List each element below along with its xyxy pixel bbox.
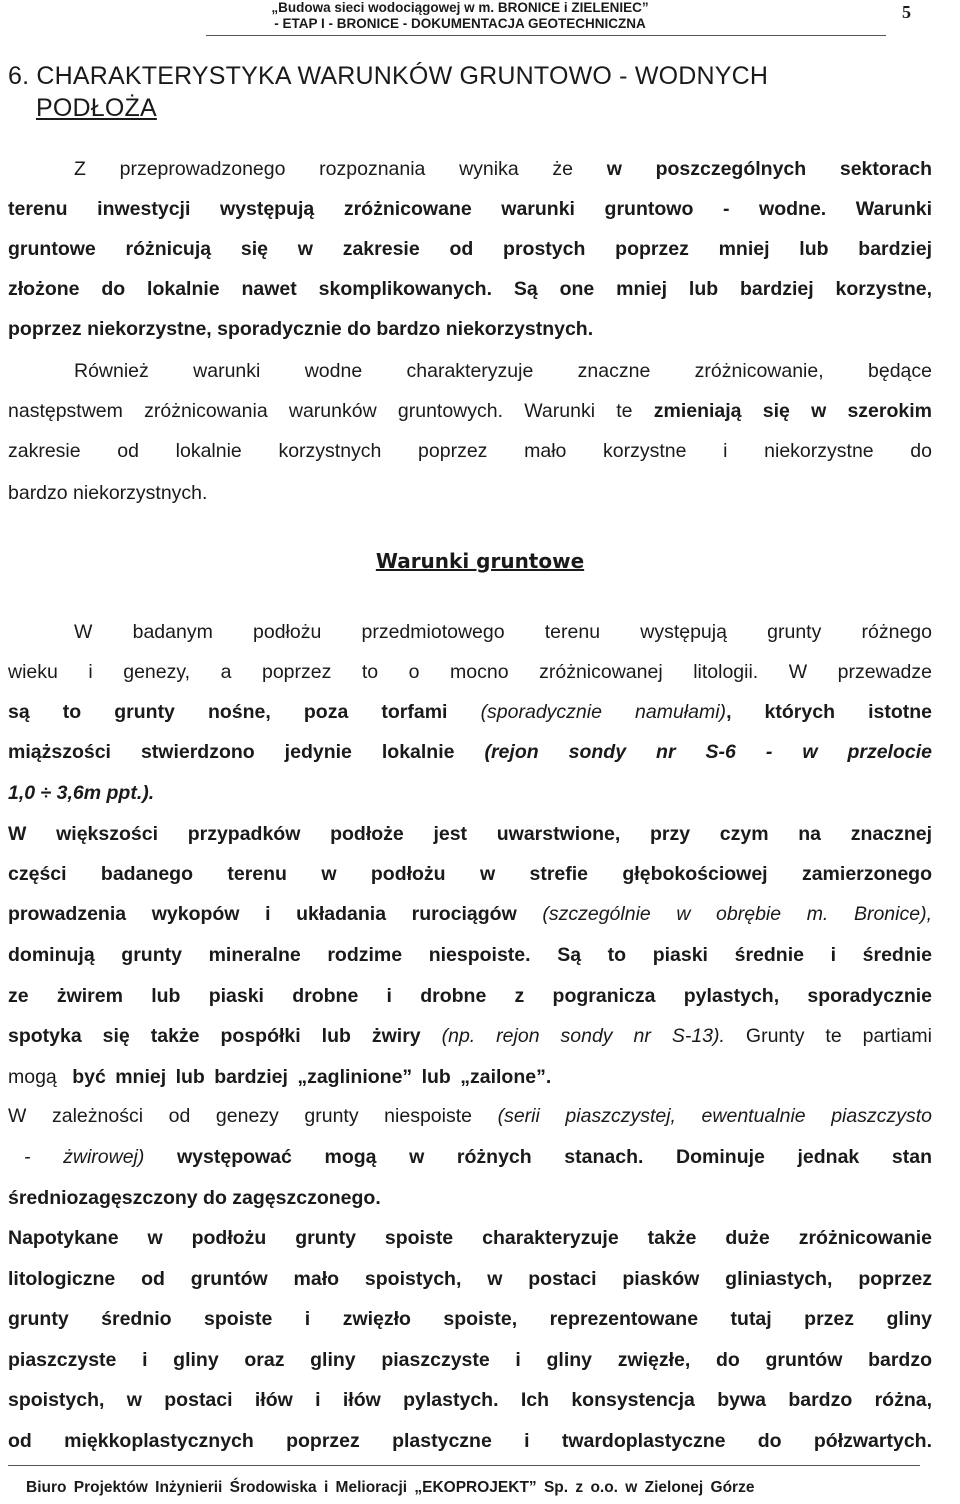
text-line: gruntowe różnicują się w zakresie od prostych poprzez mniej lub bardziej [8,238,932,260]
text-line: 1,0 ÷ 3,6m ppt.). [8,782,155,804]
text-line: W badanym podłożu przedmiotowego terenu występują grunty różnego [74,621,932,643]
text-line: Z przeprowadzonego rozpoznania wynika że w poszczególnych sektorach [74,158,933,180]
text-line: ze żwirem lub piaski drobne i drobne z pogranicza pylastych, sporadycznie [8,985,932,1007]
text-line: części badanego terenu w podłożu w strefie głębokościowej zamierzonego [8,863,932,885]
section-title [8,60,948,124]
text-line: Napotykane w podłożu grunty spoiste charakteryzuje także duże zróżnicowanie [8,1227,932,1249]
text-line: spotyka się także pospółki lub żwiry (np. rejon sondy nr S-13). Grunty te partiami [8,1025,933,1047]
text-line: grunty średnio spoiste i zwięzło spoiste, reprezentowane tutaj przez gliny [8,1308,932,1330]
text-line: Również warunki wodne charakteryzuje znaczne zróżnicowanie, będące [74,360,932,382]
text-line: - żwirowej) występować mogą w różnych stanach. Dominuje jednak stan [24,1146,932,1168]
text-line: W zależności od genezy grunty niespoiste (serii piaszczystej, ewentualnie piaszczysto [8,1105,932,1127]
page-number: 5 [902,2,911,22]
text-line: wieku i genezy, a poprzez to o mocno zróżnicowanej litologii. W przewadze [8,661,932,683]
text-line: spoistych, w postaci iłów i iłów pylastych. Ich konsystencja bywa bardzo różna, [8,1389,932,1411]
page-footer: Biuro Projektów Inżynierii Środowiska i Melioracji „EKOPROJEKT” Sp. z o.o. w Zielonej Górze [26,1479,755,1496]
text-line: od miękkoplastycznych poprzez plastyczne i twardoplastyczne do półzwartych. [8,1430,932,1452]
text-line: dominują grunty mineralne rodzime niespoiste. Są to piaski średnie i średnie [8,944,932,966]
footer-divider [8,1465,920,1466]
header-project-title: „Budowa sieci wodociągowej w m. BRONICE i ZIELENIEC” [271,0,649,15]
text-line: prowadzenia wykopów i układania rurociągów (szczególnie w obrębie m. Bronice), [8,903,932,925]
subheading: Warunki gruntowe [375,549,585,573]
text-line: mogą być mniej lub bardziej „zaglinione” lub „zailone”. [8,1066,552,1088]
text-line: średniozagęszczony do zagęszczonego. [8,1187,381,1209]
text-line: zakresie od lokalnie korzystnych poprzez mało korzystne i niekorzystne do [8,440,932,462]
text-line: W większości przypadków podłoże jest uwarstwione, przy czym na znacznej [8,823,932,845]
page-header [160,0,760,32]
text-line: piaszczyste i gliny oraz gliny piaszczyste i gliny zwięzłe, do gruntów bardzo [8,1349,932,1371]
text-line: bardzo niekorzystnych. [8,482,208,504]
text-line: litologiczne od gruntów mało spoistych, w postaci piasków gliniastych, poprzez [8,1268,932,1290]
text-line: złożone do lokalnie nawet skomplikowanych. Są one mniej lub bardziej korzystne, [8,278,932,300]
text-line: terenu inwestycji występują zróżnicowane warunki gruntowo - wodne. Warunki [8,198,932,220]
text-line: miąższości stwierdzono jedynie lokalnie (rejon sondy nr S-6 - w przelocie [8,741,932,763]
text-line: następstwem zróżnicowania warunków gruntowych. Warunki te zmieniają się w szerokim [8,400,932,422]
header-document-type: - ETAP I - BRONICE - DOKUMENTACJA GEOTECHNICZNA [274,16,646,31]
header-divider [206,35,886,36]
section-title-line2: PODŁOŻA [36,94,157,122]
section-title-line1: 6. CHARAKTERYSTYKA WARUNKÓW GRUNTOWO - WODNYCH [8,62,769,90]
text-line: są to grunty nośne, poza torfami (sporadycznie namułami), których istotne [8,701,932,723]
text-line: poprzez niekorzystne, sporadycznie do bardzo niekorzystnych. [8,318,594,340]
